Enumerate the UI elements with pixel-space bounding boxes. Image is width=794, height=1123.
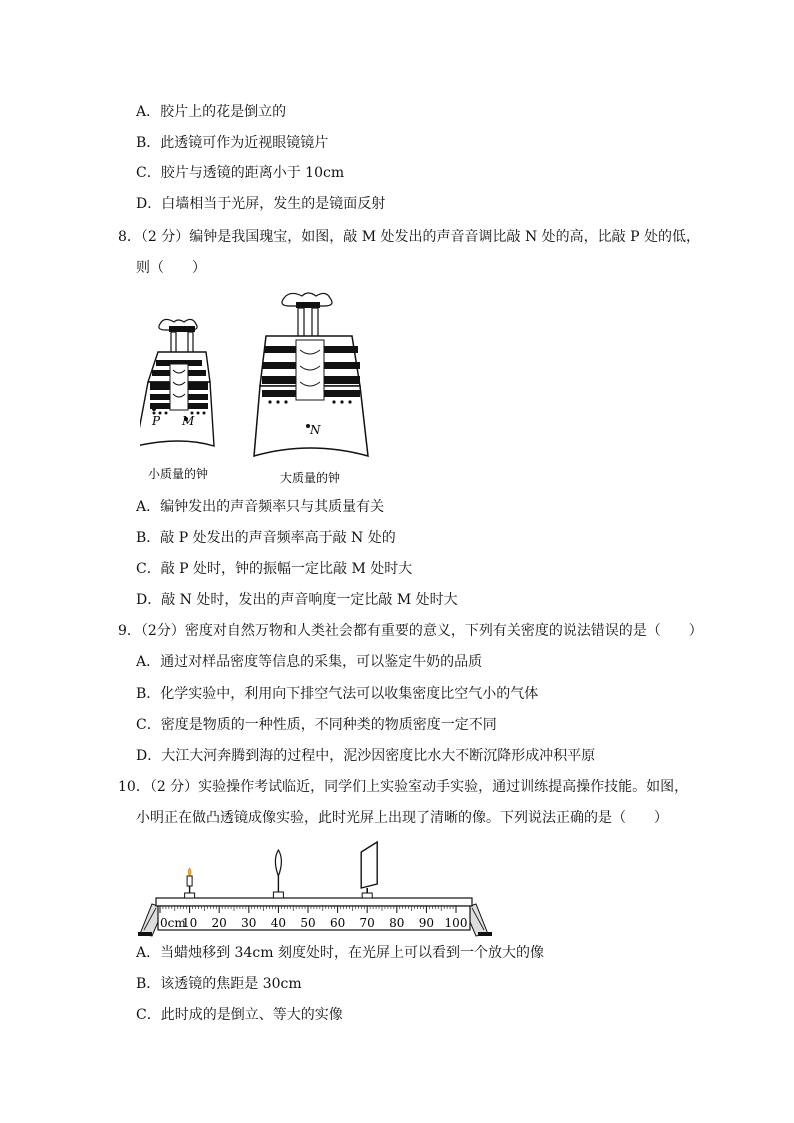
q9-option-b: B．化学实验中，利用向下排空气法可以收集密度比空气小的气体	[136, 686, 539, 702]
small-bell-caption: 小质量的钟	[148, 467, 209, 481]
tick-label-40: 40	[270, 916, 287, 930]
q10-option-b: B．该透镜的焦距是 30cm	[136, 976, 302, 992]
label-p: P	[152, 414, 161, 428]
q7-option-c: C．胶片与透镜的距离小于 10cm	[136, 165, 345, 181]
q9-option-d: D．大江大河奔腾到海的过程中，泥沙因密度比水大不断沉降形成冲积平原	[136, 748, 596, 764]
tick-label-100: 100	[444, 916, 468, 930]
q7-option-d: D．白墙相当于光屏，发生的是镜面反射	[136, 196, 386, 212]
q7-option-b: B．此透镜可作为近视眼镜镜片	[136, 135, 329, 151]
tick-label-70: 70	[359, 916, 375, 930]
convex-lens-icon	[273, 850, 283, 898]
q8-option-a: A．编钟发出的声音频率只与其质量有关	[136, 499, 385, 515]
tick-label-0cm: 0cm	[160, 916, 186, 930]
bells-figure	[140, 290, 400, 490]
large-bell-caption: 大质量的钟	[280, 471, 341, 485]
bench-rail	[156, 898, 472, 906]
q9-option-a: A．通过对样品密度等信息的采集，可以鉴定牛奶的品质	[136, 654, 483, 670]
tick-label-90: 90	[418, 916, 435, 930]
q10-option-a: A．当蜡烛移到 34cm 刻度处时，在光屏上可以看到一个放大的像	[136, 945, 544, 961]
q10-stem-cont: 小明正在做凸透镜成像实验，此时光屏上出现了清晰的像。下列说法正确的是（ ）	[136, 810, 668, 826]
q8-option-b: B．敲 P 处发出的声音频率高于敲 N 处的	[136, 530, 396, 546]
tick-label-50: 50	[300, 916, 316, 930]
q8-stem-cont: 则（ ）	[136, 260, 206, 276]
label-m: M	[182, 414, 195, 428]
optical-bench-figure	[138, 838, 498, 938]
light-screen-icon	[361, 842, 377, 898]
tick-label-10: 10	[181, 916, 198, 930]
candle-icon	[185, 868, 195, 898]
tick-label-20: 20	[211, 916, 227, 930]
q8-stem: 8．（2 分）编钟是我国瑰宝，如图，敲 M 处发出的声音音调比敲 N 处的高，比敲 P 处的低，	[118, 229, 700, 245]
tick-label-30: 30	[241, 916, 257, 930]
label-n: N	[310, 423, 321, 437]
q8-option-d: D．敲 N 处时，发出的声音响度一定比敲 M 处时大	[136, 592, 458, 608]
q8-option-c: C．敲 P 处时，钟的振幅一定比敲 M 处时大	[136, 561, 413, 577]
tick-label-60: 60	[329, 916, 346, 930]
tick-label-80: 80	[389, 916, 405, 930]
q10-option-c: C．此时成的是倒立、等大的实像	[136, 1007, 343, 1023]
q9-option-c: C．密度是物质的一种性质，不同种类的物质密度一定不同	[136, 717, 497, 733]
q10-stem: 10．（2 分）实验操作考试临近，同学们上实验室动手实验，通过训练提高操作技能。如图，	[118, 779, 689, 795]
q7-option-a: A．胶片上的花是倒立的	[136, 104, 287, 120]
q9-stem: 9．（2分）密度对自然万物和人类社会都有重要的意义，下列有关密度的说法错误的是（ ）	[118, 623, 703, 639]
